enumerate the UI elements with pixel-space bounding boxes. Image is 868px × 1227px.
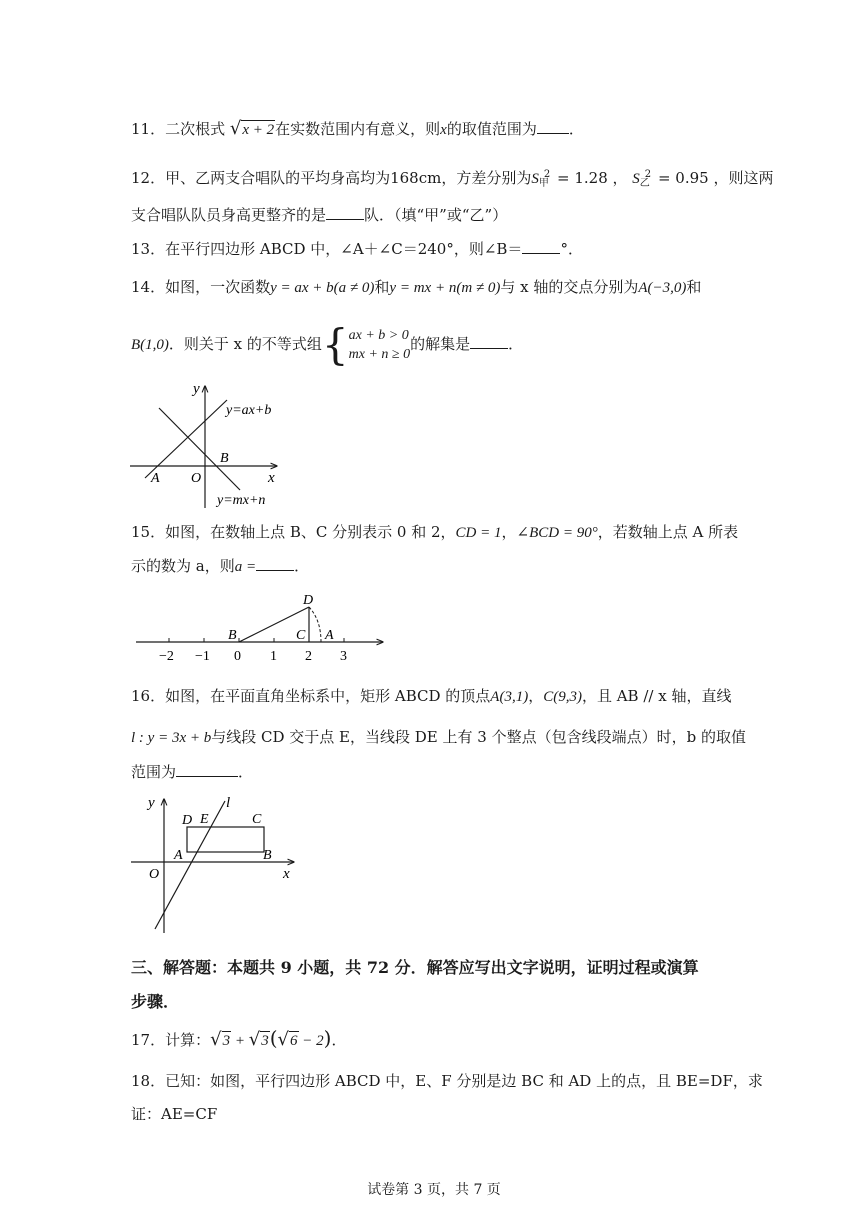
- q17-radicand-2: 3: [261, 1033, 269, 1049]
- paren-close-icon: ): [323, 1026, 332, 1050]
- q11-text-before: 二次根式: [165, 120, 226, 138]
- question-18: [131, 1071, 763, 1091]
- question-15: [131, 522, 738, 543]
- q14-text5: 的解集是: [410, 335, 471, 353]
- question-17: [131, 1028, 346, 1051]
- q16-text2: ，且 AB // x 轴，直线: [581, 687, 732, 705]
- fig16-label-a: A: [174, 848, 183, 863]
- q12-line2b: 队．（填“甲”或“乙”）: [364, 206, 508, 224]
- fig16-label-d: D: [182, 813, 193, 828]
- q17-plus: +: [231, 1033, 249, 1049]
- q14-end: ．: [508, 335, 524, 353]
- fig14-label-x: x: [268, 470, 275, 486]
- q17-end: ．: [331, 1031, 347, 1049]
- q17-text: 计算：: [165, 1031, 211, 1049]
- fig15-tick-label-2: 0: [234, 649, 241, 662]
- fig14-label-y: y: [193, 381, 200, 397]
- paren-open-icon: (: [269, 1026, 278, 1050]
- fig15-label-d: D: [303, 593, 314, 608]
- page-footer: 试卷第 3 页，共 7 页: [367, 1182, 501, 1198]
- section-3-heading-line2: 步骤．: [131, 992, 180, 1011]
- fig16-label-y: y: [148, 795, 155, 811]
- q12-answer-blank: [326, 205, 364, 220]
- q14-c1: (a ≠ 0): [333, 280, 375, 296]
- q15-answer-blank: [256, 556, 294, 571]
- q11-radical: [230, 120, 275, 138]
- fig14-label-b: B: [220, 451, 229, 466]
- question-12-line2: [131, 205, 507, 225]
- section-3-heading: 三、解答题：本题共 9 小题，共 72 分．解答应写出文字说明，证明过程或演算: [131, 958, 699, 977]
- question-14-line2: [131, 320, 524, 369]
- fig15-tick-label-1: −1: [195, 649, 210, 662]
- q12-sub1: 甲: [538, 178, 549, 189]
- question-11: [131, 119, 584, 140]
- q14-point-b: B(1,0): [131, 337, 169, 353]
- q15-sep: ，: [501, 523, 517, 541]
- fig15-label-b: B: [228, 628, 237, 643]
- q11-text-after: 在实数范围内有意义，则: [275, 120, 441, 138]
- q14-inequality-system: [349, 326, 410, 364]
- fig16-label-e: E: [200, 812, 209, 827]
- q17-radicand-3: 6: [290, 1033, 298, 1049]
- q12-text1: 甲、乙两支合唱队的平均身高均为168cm，方差分别为: [165, 169, 532, 187]
- q16-point-a: A(3,1): [490, 689, 529, 705]
- q14-ineq1: ax + b > 0: [348, 328, 409, 343]
- q12-s2: S: [632, 171, 640, 187]
- q13-number: 13．: [131, 240, 166, 258]
- fig15-tick-label-5: 3: [340, 649, 347, 662]
- fig14-label-line2: y=mx+n: [217, 493, 266, 508]
- question-16-line2: [131, 727, 746, 748]
- figure-15: [133, 590, 388, 662]
- q15-text1: 如图，在数轴上点 B、C 分别表示 0 和 2，: [165, 523, 456, 541]
- q17-radicand-1: 3: [222, 1033, 231, 1049]
- q14-f2: y = mx + n: [389, 280, 457, 296]
- figure-16: [128, 793, 300, 935]
- q12-eq2: = 0.95 ，则这两: [653, 169, 774, 187]
- question-13: [131, 239, 583, 259]
- q15-a-eq: a =: [234, 559, 257, 575]
- question-14: [131, 277, 701, 298]
- q17-minus: − 2: [298, 1033, 324, 1049]
- sqrt-icon: √: [277, 1029, 289, 1050]
- q16-answer-blank: [176, 762, 238, 777]
- q13-end: °．: [560, 240, 583, 258]
- q18-number: 18．: [131, 1072, 166, 1090]
- q12-eq1: = 1.28 ，: [552, 169, 628, 187]
- q14-mid: 和: [374, 278, 390, 296]
- q12-number: 12．: [131, 169, 166, 187]
- q15-angle: ∠BCD = 90°: [516, 525, 598, 541]
- q14-number: 14．: [131, 278, 166, 296]
- q16-end: ．: [238, 763, 254, 781]
- question-12: [131, 165, 773, 194]
- q12-sup1: 2: [543, 169, 551, 180]
- question-16: [131, 686, 731, 707]
- q12-sub2: 乙: [639, 178, 650, 189]
- fig16-label-c: C: [252, 812, 262, 827]
- q11-answer-blank: [537, 119, 569, 134]
- q14-answer-blank: [470, 334, 508, 349]
- q11-radicand: x + 2: [242, 122, 275, 138]
- q14-text2: 与 x 轴的交点分别为: [500, 278, 639, 296]
- q15-text2: ，若数轴上点 A 所表: [597, 523, 739, 541]
- figure-14: [125, 378, 290, 513]
- fig14-label-line1: y=ax+b: [226, 403, 272, 418]
- fig15-tick-label-4: 2: [305, 649, 312, 662]
- fig15-tick-label-0: −2: [159, 649, 174, 662]
- q11-var: x: [440, 122, 447, 138]
- q17-number: 17．: [131, 1031, 166, 1049]
- fig16-label-l: l: [226, 795, 231, 811]
- q16-number: 16．: [131, 687, 166, 705]
- q11-number: 11．: [131, 120, 166, 138]
- q16-text1: 如图，在平面直角坐标系中，矩形 ABCD 的顶点: [165, 687, 491, 705]
- q14-text3: 和: [686, 278, 702, 296]
- q14-ineq2: mx + n ≥ 0: [348, 347, 411, 362]
- q14-text1: 如图，一次函数: [165, 278, 271, 296]
- q16-point-c: C(9,3): [543, 689, 582, 705]
- fig15-arc: [309, 607, 321, 642]
- q13-text: 在平行四边形 ABCD 中，∠A＋∠C＝240°，则∠B＝: [165, 240, 523, 258]
- question-15-line2: [131, 556, 309, 577]
- q12-sup2: 2: [644, 169, 652, 180]
- q16-line-eq: l : y = 3x + b: [131, 730, 212, 746]
- fig15-label-a: A: [325, 628, 334, 643]
- q14-text4: ．则关于 x 的不等式组: [168, 335, 322, 353]
- q18-line1: 已知：如图，平行四边形 ABCD 中，E、F 分别是边 BC 和 AD 上的点，且 BE=DF，求: [165, 1072, 763, 1090]
- q12-line2a: 支合唱队队员身高更整齐的是: [131, 206, 327, 224]
- fig15-label-c: C: [296, 628, 306, 643]
- question-16-line3: [131, 762, 253, 782]
- fig14-label-o: O: [191, 471, 202, 486]
- sqrt-icon: √: [229, 118, 242, 139]
- q15-end: ．: [294, 557, 310, 575]
- brace-icon: {: [321, 320, 349, 369]
- q14-point-a: A(−3,0): [638, 280, 687, 296]
- fig16-label-b: B: [263, 848, 272, 863]
- q14-c2: (m ≠ 0): [456, 280, 501, 296]
- q16-line3: 范围为: [131, 763, 177, 781]
- fig16-label-x: x: [283, 866, 290, 882]
- q12-s1: S: [531, 171, 539, 187]
- q13-answer-blank: [522, 239, 560, 254]
- question-18-line2: 证：AE=CF: [131, 1105, 218, 1123]
- q11-end: ．: [568, 120, 584, 138]
- q15-cd: CD = 1: [455, 525, 502, 541]
- q15-line2a: 示的数为 a，则: [131, 557, 235, 575]
- q16-text3: 与线段 CD 交于点 E，当线段 DE 上有 3 个整点（包含线段端点）时，b 的取值: [211, 728, 746, 746]
- fig14-label-a: A: [151, 471, 160, 486]
- q16-sep: ，: [528, 687, 544, 705]
- fig15-tick-label-3: 1: [270, 649, 277, 662]
- fig16-label-o: O: [149, 867, 160, 882]
- sqrt-icon: √: [210, 1029, 222, 1050]
- sqrt-icon: √: [248, 1029, 261, 1050]
- q14-f1: y = ax + b: [270, 280, 334, 296]
- q11-tail: 的取值范围为: [446, 120, 537, 138]
- q15-number: 15．: [131, 523, 166, 541]
